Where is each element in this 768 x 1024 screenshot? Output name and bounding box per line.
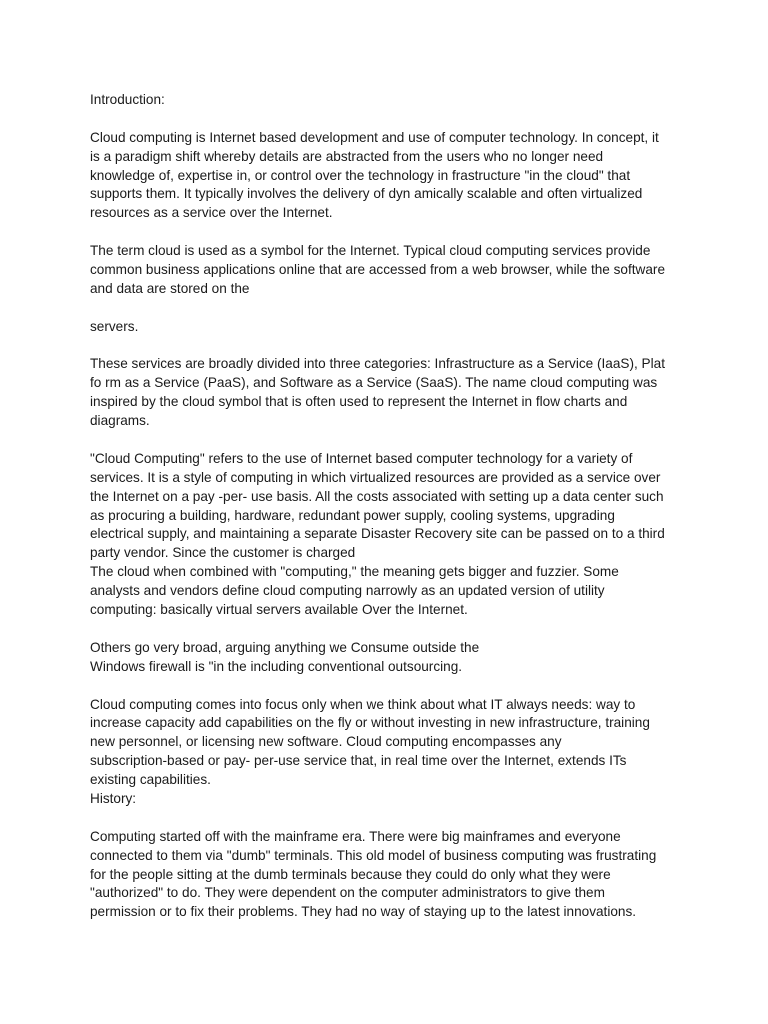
paragraph-line: The term cloud is used as a symbol for the Internet. Typical cloud computing services provide (90, 243, 651, 259)
blank-line (90, 809, 690, 828)
paragraph-line: These services are broadly divided into three categories: Infrastructure as a Service (IaaS), Plat (90, 356, 665, 372)
blank-line (90, 677, 690, 696)
paragraph-line: knowledge of, expertise in, or control over the technology in frastructure "in the cloud" that (90, 167, 631, 183)
paragraph-line: computing: basically virtual servers available Over the Internet. (90, 602, 468, 618)
heading-history: History: (90, 790, 137, 806)
paragraph-line: diagrams. (90, 413, 150, 429)
paragraph-line: The cloud when combined with "computing," the meaning gets bigger and fuzzier. Some (90, 564, 619, 580)
paragraph-line: new personnel, or licensing new software. Cloud computing encompasses any (90, 734, 562, 750)
blank-line (90, 110, 690, 129)
paragraph-line: "authorized" to do. They were dependent on the computer administrators to give them (90, 885, 605, 901)
paragraph-line: supports them. It typically involves the delivery of dyn amically scalable and often virtualized (90, 186, 643, 202)
paragraph-line: existing capabilities. (90, 772, 211, 788)
paragraph-line: servers. (90, 318, 139, 334)
document-body (90, 91, 690, 922)
paragraph-line: Windows firewall is "in the including conventional outsourcing. (90, 658, 463, 674)
paragraph-line: services. It is a style of computing in which virtualized resources are provided as a service over (90, 469, 661, 485)
paragraph-line: for the people sitting at the dumb terminals because they could do only what they were (90, 866, 611, 882)
blank-line (90, 299, 690, 318)
paragraph-line: increase capacity add capabilities on the fly or without investing in new infrastructure, training (90, 715, 650, 731)
paragraph-line: inspired by the cloud symbol that is often used to represent the Internet in flow charts and (90, 394, 628, 410)
paragraph-line: electrical supply, and maintaining a separate Disaster Recovery site can be passed on to a third (90, 526, 665, 542)
blank-line (90, 620, 690, 639)
paragraph-line: Cloud computing comes into focus only when we think about what IT always needs: way to (90, 696, 636, 712)
paragraph-line: Others go very broad, arguing anything we Consume outside the (90, 639, 480, 655)
paragraph-line: is a paradigm shift whereby details are abstracted from the users who no longer need (90, 148, 604, 164)
paragraph-line: connected to them via "dumb" terminals. This old model of business computing was frustrating (90, 847, 657, 863)
paragraph-line: the Internet on a pay -per- use basis. All the costs associated with setting up a data center such (90, 488, 664, 504)
paragraph-line: subscription-based or pay- per-use service that, in real time over the Internet, extends ITs (90, 753, 627, 769)
paragraph-line: permission or to fix their problems. They had no way of staying up to the latest innovations. (90, 904, 637, 920)
paragraph-line: "Cloud Computing" refers to the use of Internet based computer technology for a variety of (90, 450, 633, 466)
paragraph-line: resources as a service over the Internet. (90, 205, 333, 221)
paragraph-line: party vendor. Since the customer is charged (90, 545, 356, 561)
paragraph-line: fo rm as a Service (PaaS), and Software as a Service (SaaS). The name cloud computing was (90, 375, 658, 391)
paragraph-line: Computing started off with the mainframe era. There were big mainframes and everyone (90, 828, 621, 844)
paragraph-line: Cloud computing is Internet based development and use of computer technology. In concept, it (90, 129, 659, 145)
blank-line (90, 431, 690, 450)
blank-line (90, 337, 690, 356)
blank-line (90, 223, 690, 242)
paragraph-line: common business applications online that are accessed from a web browser, while the software (90, 262, 666, 278)
heading-introduction: Introduction: (90, 92, 165, 107)
paragraph-line: and data are stored on the (90, 280, 250, 296)
paragraph-line: as procuring a building, hardware, redundant power supply, cooling systems, upgrading (90, 507, 615, 523)
paragraph-line: analysts and vendors define cloud computing narrowly as an updated version of utility (90, 583, 605, 599)
